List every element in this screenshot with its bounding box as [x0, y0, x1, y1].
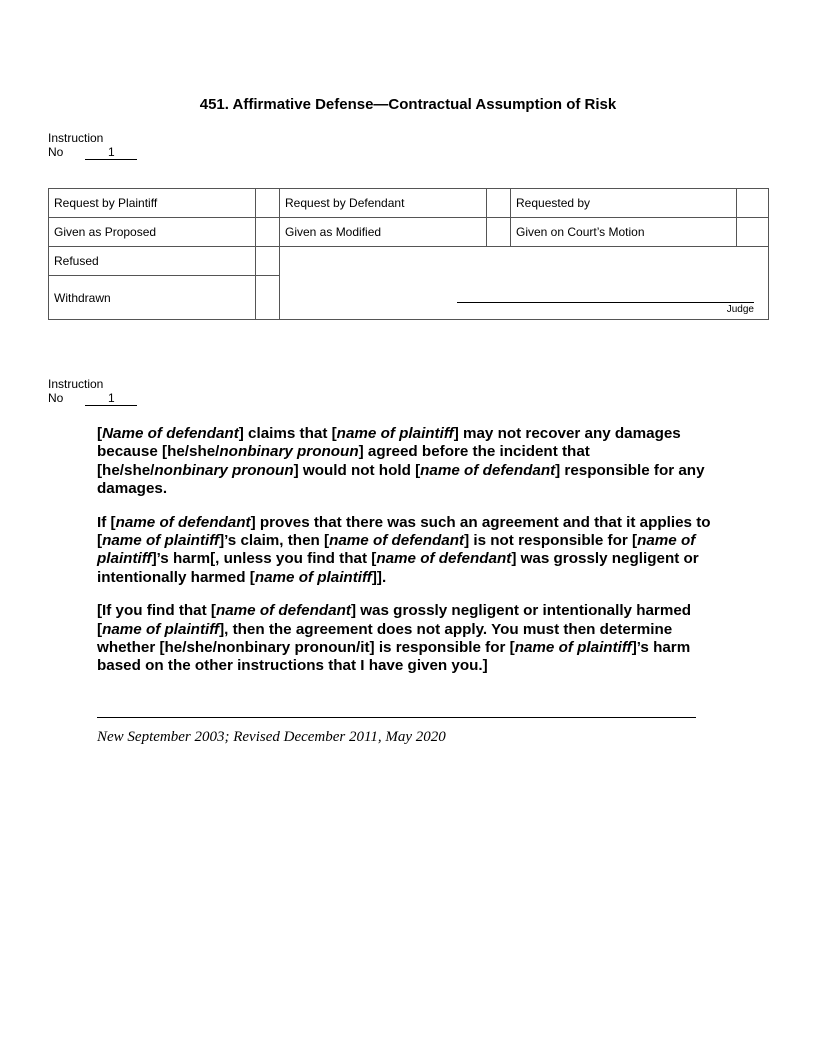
instruction-number: 1 — [85, 146, 137, 160]
judge-label: Judge — [726, 304, 754, 315]
given-as-proposed-box[interactable] — [256, 218, 280, 247]
placeholder-term: nonbinary pronoun — [154, 461, 294, 479]
request-by-plaintiff-box[interactable] — [256, 189, 280, 218]
placeholder-term: name of plaintiff — [514, 639, 632, 657]
refused-box[interactable] — [256, 247, 280, 276]
requested-by-box[interactable] — [737, 189, 769, 218]
request-by-defendant-box[interactable] — [487, 189, 511, 218]
withdrawn-box[interactable] — [256, 276, 280, 320]
instruction-no-label: No — [48, 145, 64, 159]
given-on-courts-motion-box[interactable] — [737, 218, 769, 247]
request-by-plaintiff-label: Request by Plaintiff — [49, 189, 256, 218]
instruction-number: 1 — [85, 392, 137, 406]
paragraph-3: [If you find that [name of defendant] was grossly negligent or intentionally harmed [name of plaintiff], then the agreement does not apply. You must then determine whether [he/she/nonbinary pronoun/it] is responsible for [name of plaintiff]’s harm based on the other instructions that I have given you.] — [97, 602, 692, 675]
instruction-number-block-top — [48, 131, 137, 160]
placeholder-term: name of plaintiff — [254, 568, 372, 586]
instruction-number-block-bottom — [48, 377, 137, 406]
placeholder-term: name of defendant — [329, 532, 465, 550]
given-as-modified-box[interactable] — [487, 218, 511, 247]
placeholder-term: name of defendant — [215, 602, 351, 620]
placeholder-term: name of plaintiff — [97, 532, 696, 568]
instruction-label: Instruction — [48, 131, 104, 145]
given-as-modified-label: Given as Modified — [280, 218, 487, 247]
paragraph-2: If [name of defendant] proves that there was such an agreement and that it applies to [name of plaintiff]’s claim, then [name of defendant] is not responsible for [name of plaintiff]’s harm[, unless you find that [name of defendant] was grossly negligent or intentionally harmed [name of plaintiff]]. — [97, 513, 711, 586]
refused-label: Refused — [49, 247, 256, 276]
revision-history: New September 2003; Revised December 2011, May 2020 — [97, 729, 446, 745]
instruction-label: Instruction — [48, 377, 104, 391]
placeholder-term: Name of defendant — [102, 425, 239, 442]
instruction-no-label: No — [48, 391, 64, 405]
request-by-defendant-label: Request by Defendant — [280, 189, 487, 218]
placeholder-term: nonbinary pronoun — [219, 443, 359, 461]
requested-by-label: Requested by — [511, 189, 737, 218]
divider — [97, 717, 696, 718]
page-title: 451. Affirmative Defense—Contractual Assumption of Risk — [199, 96, 617, 113]
judge-signature-line[interactable] — [457, 302, 754, 303]
paragraph-1: [Name of defendant] claims that [name of plaintiff] may not recover any damages because [he/she/nonbinary pronoun] agreed before the incident that [he/she/nonbinary pronoun] would not hold [name of defendant] responsible for any damages. — [97, 425, 705, 498]
placeholder-term: name of plaintiff — [102, 620, 220, 638]
judge-signature-area — [280, 247, 769, 320]
given-as-proposed-label: Given as Proposed — [49, 218, 256, 247]
placeholder-term: name of defendant — [115, 513, 251, 531]
placeholder-term: name of defendant — [376, 550, 512, 568]
given-on-courts-motion-label: Given on Court’s Motion — [511, 218, 737, 247]
placeholder-term: name of defendant — [420, 461, 556, 479]
placeholder-term: name of plaintiff — [336, 425, 454, 442]
placeholder-term: name of plaintiff — [102, 532, 220, 550]
withdrawn-label: Withdrawn — [49, 276, 256, 320]
request-table — [48, 188, 769, 320]
instruction-body — [97, 425, 722, 691]
